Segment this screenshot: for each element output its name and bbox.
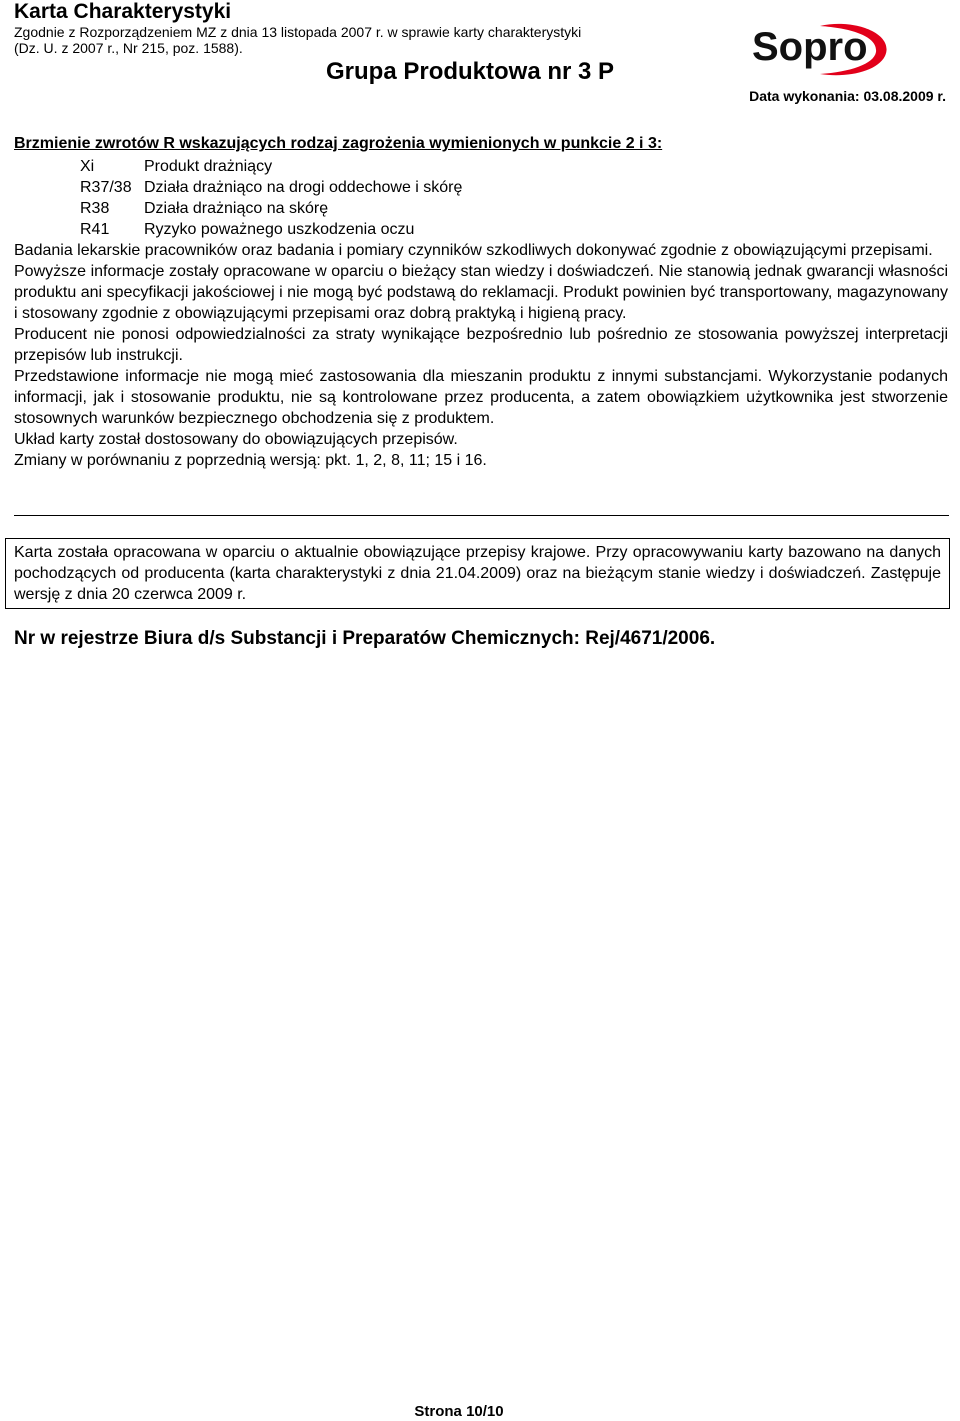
divider [14,515,949,516]
paragraph-changes: Zmiany w porównaniu z poprzednią wersją: pkt. 1, 2, 8, 11; 15 i 16. [14,452,487,469]
issue-date: Data wykonania: 03.08.2009 r. [749,88,946,104]
r-phrase-code: R37/38 [80,179,132,196]
r-phrases-list [80,156,462,240]
paragraph-disclaimer: Powyższe informacje zostały opracowane w oparciu o bieżący stan wiedzy i doświadczeń. Nie stanowią jednak gwarancji własności produktu ani specyfikacji jakościowej i nie mogą być podstawą do reklamacji. Produkt powinien być transportowany, magazynowany i stosowany zgodnie z obowiązującymi przepisami oraz dobrą praktyką i higieną pracy. [14,263,948,322]
paragraph-liability: Producent nie ponosi odpowiedzialności za straty wynikające bezpośrednio lub pośrednio ze stosowania powyższej interpretacji przepisów lub instrukcji. [14,326,948,364]
list-item [80,177,462,198]
document-title: Karta Charakterystyki [14,0,232,23]
list-item [80,198,462,219]
r-phrase-text: Produkt drażniący [144,158,273,175]
list-item [80,156,462,177]
r-phrase-code: R41 [80,221,110,238]
r-phrase-code: Xi [80,158,95,175]
list-item [80,219,462,240]
regulation-line-2: (Dz. U. z 2007 r., Nr 215, poz. 1588). [14,40,243,56]
r-phrase-text: Działa drażniąco na skórę [144,200,329,217]
logo-wordmark: Sopro [752,25,868,69]
paragraph-medical: Badania lekarskie pracowników oraz badania i pomiary czynników szkodliwych dokonywać zgodnie z obowiązującymi przepisami. [14,242,933,259]
regulation-line-1: Zgodnie z Rozporządzeniem MZ z dnia 13 listopada 2007 r. w sprawie karty charakterystyki [14,24,582,40]
r-phrases-heading: Brzmienie zwrotów R wskazujących rodzaj zagrożenia wymienionych w punkcie 2 i 3: [14,135,663,152]
sopro-logo [750,20,895,78]
page-number: Strona 10/10 [414,1403,504,1420]
registry-number: Nr w rejestrze Biura d/s Substancji i Preparatów Chemicznych: Rej/4671/2006. [14,628,716,649]
product-group-title: Grupa Produktowa nr 3 P [326,58,615,85]
paragraph-layout: Układ karty został dostosowany do obowiązujących przepisów. [14,431,458,448]
body-text [14,240,948,471]
r-phrase-code: R38 [80,200,110,217]
r-phrase-text: Ryzyko poważnego uszkodzenia oczu [144,221,415,238]
paragraph-usage: Przedstawione informacje nie mogą mieć zastosowania dla mieszanin produktu z innymi substancjami. Wykorzystanie podanych informacji, jak i stosowanie produktu, nie są kontrolowane przez producenta, a zatem obowiązkiem użytkownika jest stworzenie stosownych warunków bezpiecznego obchodzenia się z produktem. [14,368,948,427]
basis-note-box: Karta została opracowana w oparciu o aktualnie obowiązujące przepisy krajowe. Przy opracowywaniu karty bazowano na danych pochodzących od producenta (karta charakterystyki z dnia 21.04.2009) oraz na bieżącym stanie wiedzy i doświadczeń. Zastępuje wersję z dnia 20 czerwca 2009 r. [5,538,950,609]
r-phrase-text: Działa drażniąco na drogi oddechowe i skórę [144,179,463,196]
